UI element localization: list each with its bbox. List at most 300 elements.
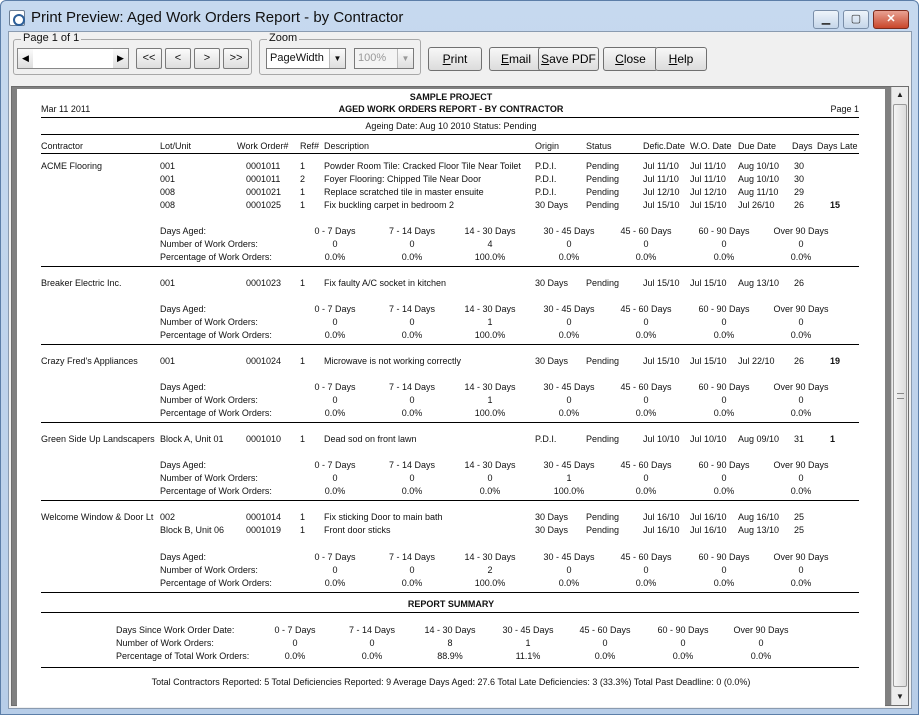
aging-count: 0	[643, 565, 649, 575]
zoom-mode-value: PageWidth	[270, 52, 324, 64]
aging-percent: 0.0%	[635, 408, 657, 418]
client-area	[8, 31, 912, 709]
aging-percent: 0.0%	[790, 330, 812, 340]
contractor-divider	[41, 592, 859, 593]
cell-desc: Powder Room Tile: Cracked Floor Tile Near Toilet	[324, 161, 521, 171]
cell-wo: 0001014	[246, 512, 282, 522]
aging-bucket: 14 - 30 Days	[464, 460, 516, 470]
cell-origin: 30 Days	[535, 356, 569, 366]
cell-late: 19	[830, 356, 841, 366]
cell-lot: 001	[160, 161, 176, 171]
column-header-work-order: Work Order#	[237, 141, 289, 151]
cell-defic: Jul 16/10	[643, 512, 680, 522]
summary-count: 0	[292, 638, 298, 648]
cell-origin: 30 Days	[535, 278, 569, 288]
aging-count: 2	[487, 565, 493, 575]
summary-bucket: 60 - 90 Days	[657, 625, 709, 635]
aging-bucket: Over 90 Days	[773, 304, 829, 314]
scroll-left-icon[interactable]: ◀	[18, 49, 33, 68]
app-icon	[9, 10, 25, 26]
cell-desc: Foyer Flooring: Chipped Tile Near Door	[324, 174, 482, 184]
days-aged-label: Days Aged:	[160, 552, 207, 562]
summary-percent: 0.0%	[594, 651, 616, 661]
cell-defic: Jul 15/10	[643, 278, 680, 288]
aging-percent: 0.0%	[324, 408, 346, 418]
cell-status: Pending	[586, 512, 620, 522]
page-scrollbar[interactable]	[17, 48, 129, 69]
save-pdf-button[interactable]: Save PDF	[538, 47, 599, 71]
cell-status: Pending	[586, 174, 620, 184]
aging-bucket: 60 - 90 Days	[698, 226, 750, 236]
chevron-down-icon[interactable]: ▼	[329, 49, 345, 68]
cell-due: Aug 13/10	[738, 278, 780, 288]
aging-percent: 0.0%	[558, 330, 580, 340]
aging-count: 0	[643, 395, 649, 405]
cell-defic: Jul 16/10	[643, 525, 680, 535]
summary-bucket: 30 - 45 Days	[502, 625, 554, 635]
summary-bucket: 45 - 60 Days	[579, 625, 631, 635]
aging-percent: 0.0%	[790, 408, 812, 418]
cell-wodate: Jul 10/10	[690, 434, 727, 444]
cell-ref: 1	[300, 512, 306, 522]
summary-count: 8	[447, 638, 453, 648]
cell-defic: Jul 12/10	[643, 187, 680, 197]
aging-count: 0	[643, 473, 649, 483]
count-label: Number of Work Orders:	[160, 473, 258, 483]
aging-percent: 0.0%	[479, 486, 501, 496]
cell-wodate: Jul 15/10	[690, 200, 727, 210]
contractor-name: ACME Flooring	[41, 161, 103, 171]
aging-percent: 0.0%	[401, 578, 423, 588]
cell-due: Jul 26/10	[738, 200, 775, 210]
aging-bucket: 45 - 60 Days	[620, 304, 672, 314]
summary-percent: 11.1%	[515, 651, 541, 661]
window-title: Print Preview: Aged Work Orders Report - by Contractor	[31, 9, 404, 26]
summary-bucket: 7 - 14 Days	[348, 625, 396, 635]
days-aged-label: Days Aged:	[160, 226, 207, 236]
aging-count: 1	[487, 395, 493, 405]
cell-days: 31	[794, 434, 805, 444]
aging-percent: 0.0%	[635, 486, 657, 496]
cell-desc: Replace scratched tile in master ensuite	[324, 187, 484, 197]
percent-label: Percentage of Work Orders:	[160, 408, 272, 418]
summary-bucket: 0 - 7 Days	[274, 625, 316, 635]
count-label: Number of Work Orders:	[160, 239, 258, 249]
divider	[41, 667, 859, 668]
page-number: Page 1	[830, 104, 859, 114]
aging-percent: 0.0%	[790, 252, 812, 262]
email-button[interactable]: Email	[489, 47, 543, 71]
percent-label: Percentage of Work Orders:	[160, 252, 272, 262]
cell-due: Aug 10/10	[738, 174, 780, 184]
zoom-mode-select[interactable]	[266, 48, 346, 69]
cell-wodate: Jul 16/10	[690, 525, 727, 535]
cell-ref: 1	[300, 434, 306, 444]
aging-percent: 100.0%	[474, 252, 506, 262]
close-button[interactable]: Close	[603, 47, 658, 71]
cell-wo: 0001024	[246, 356, 282, 366]
aging-bucket: 60 - 90 Days	[698, 552, 750, 562]
cell-late: 1	[830, 434, 836, 444]
summary-percent: 0.0%	[361, 651, 383, 661]
cell-origin: 30 Days	[535, 200, 569, 210]
cell-origin: 30 Days	[535, 512, 569, 522]
contractor-name: Welcome Window & Door Lt	[41, 512, 154, 522]
cell-wodate: Jul 15/10	[690, 356, 727, 366]
percent-label: Percentage of Work Orders:	[160, 578, 272, 588]
cell-due: Aug 13/10	[738, 525, 780, 535]
aging-bucket: 0 - 7 Days	[314, 304, 356, 314]
help-button[interactable]: Help	[655, 47, 707, 71]
cell-ref: 1	[300, 525, 306, 535]
divider	[41, 117, 859, 118]
aging-count: 0	[566, 317, 572, 327]
aging-percent: 0.0%	[790, 578, 812, 588]
cell-days: 30	[794, 174, 805, 184]
scroll-right-icon[interactable]: ▶	[113, 49, 128, 68]
days-aged-label: Days Aged:	[160, 304, 207, 314]
aging-bucket: 0 - 7 Days	[314, 460, 356, 470]
aging-count: 0	[332, 395, 338, 405]
aging-bucket: 7 - 14 Days	[388, 552, 436, 562]
cell-wodate: Jul 15/10	[690, 278, 727, 288]
cell-days: 26	[794, 200, 805, 210]
divider	[41, 134, 859, 135]
aging-count: 0	[798, 317, 804, 327]
aging-percent: 0.0%	[635, 252, 657, 262]
aging-count: 0	[721, 395, 727, 405]
last-page-button[interactable]: >>	[223, 48, 249, 69]
cell-lot: 002	[160, 512, 176, 522]
cell-wo: 0001023	[246, 278, 282, 288]
summary-percent: 0.0%	[750, 651, 772, 661]
aging-percent: 0.0%	[790, 486, 812, 496]
aging-bucket: 0 - 7 Days	[314, 226, 356, 236]
summary-percent: 88.9%	[437, 651, 463, 661]
aging-bucket: 30 - 45 Days	[543, 226, 595, 236]
cell-origin: P.D.I.	[535, 161, 557, 171]
aging-bucket: 7 - 14 Days	[388, 226, 436, 236]
maximize-button[interactable]: ▢	[843, 10, 869, 29]
column-header-defic-date: Defic.Date	[643, 141, 686, 151]
aging-bucket: 30 - 45 Days	[543, 460, 595, 470]
cell-defic: Jul 11/10	[643, 174, 679, 184]
aging-count: 0	[487, 473, 493, 483]
cell-origin: 30 Days	[535, 525, 569, 535]
days-aged-label: Days Aged:	[160, 460, 207, 470]
title-bar[interactable]	[1, 1, 918, 31]
scroll-up-icon[interactable]: ▲	[896, 90, 904, 99]
cell-defic: Jul 15/10	[643, 356, 680, 366]
column-header-origin: Origin	[535, 141, 560, 151]
cell-status: Pending	[586, 187, 620, 197]
cell-wo: 0001019	[246, 525, 282, 535]
summary-count: 0	[602, 638, 608, 648]
cell-due: Aug 11/10	[738, 187, 779, 197]
cell-lot: 008	[160, 187, 176, 197]
cell-late: 15	[830, 200, 841, 210]
aging-percent: 0.0%	[558, 578, 580, 588]
cell-wo: 0001011	[246, 174, 281, 184]
preview-viewport	[11, 86, 909, 706]
aging-percent: 0.0%	[713, 252, 735, 262]
column-header-ref: Ref#	[300, 141, 320, 151]
cell-origin: P.D.I.	[535, 174, 557, 184]
percent-label: Percentage of Work Orders:	[160, 330, 272, 340]
aging-bucket: Over 90 Days	[773, 552, 829, 562]
report-title: AGED WORK ORDERS REPORT - BY CONTRACTOR	[338, 104, 564, 114]
cell-ref: 1	[300, 356, 306, 366]
contractor-divider	[41, 266, 859, 267]
aging-count: 0	[721, 473, 727, 483]
cell-wo: 0001025	[246, 200, 282, 210]
zoom-group	[259, 32, 421, 75]
cell-due: Jul 22/10	[738, 356, 775, 366]
previous-page-button[interactable]: <	[165, 48, 191, 69]
cell-ref: 1	[300, 200, 306, 210]
aging-bucket: 45 - 60 Days	[620, 460, 672, 470]
chevron-down-icon: ▼	[397, 49, 413, 68]
aging-bucket: 14 - 30 Days	[464, 226, 516, 236]
summary-title: REPORT SUMMARY	[407, 599, 495, 609]
aging-count: 0	[643, 239, 649, 249]
aging-bucket: 7 - 14 Days	[388, 460, 436, 470]
cell-ref: 1	[300, 187, 306, 197]
vertical-scrollbar[interactable]	[891, 87, 908, 705]
cell-wo: 0001021	[246, 187, 282, 197]
aging-percent: 0.0%	[713, 486, 735, 496]
aging-bucket: 45 - 60 Days	[620, 226, 672, 236]
aging-count: 0	[566, 565, 572, 575]
cell-wodate: Jul 11/10	[690, 174, 726, 184]
cell-lot: 001	[160, 356, 176, 366]
cell-wo: 0001010	[246, 434, 282, 444]
aging-count: 0	[409, 473, 415, 483]
cell-defic: Jul 15/10	[643, 200, 680, 210]
aging-count: 0	[721, 239, 727, 249]
aging-bucket: 0 - 7 Days	[314, 382, 356, 392]
aging-count: 0	[409, 317, 415, 327]
contractor-divider	[41, 344, 859, 345]
print-button[interactable]: Print	[428, 47, 482, 71]
scroll-thumb[interactable]	[893, 104, 907, 687]
column-header-days-late: Days Late	[817, 141, 858, 151]
aging-count: 0	[409, 239, 415, 249]
aging-count: 0	[409, 395, 415, 405]
aging-count: 4	[487, 239, 493, 249]
cell-days: 25	[794, 512, 805, 522]
aging-bucket: 14 - 30 Days	[464, 552, 516, 562]
aging-count: 0	[566, 395, 572, 405]
percent-label: Percentage of Work Orders:	[160, 486, 272, 496]
cell-wodate: Jul 11/10	[690, 161, 726, 171]
aging-percent: 0.0%	[558, 408, 580, 418]
column-header-days: Days	[792, 141, 813, 151]
close-window-button[interactable]: ✕	[873, 10, 909, 29]
first-page-button[interactable]: <<	[136, 48, 162, 69]
summary-percent: 0.0%	[284, 651, 306, 661]
cell-origin: P.D.I.	[535, 187, 557, 197]
aging-count: 0	[721, 565, 727, 575]
summary-count: 0	[758, 638, 764, 648]
report-totals: Total Contractors Reported: 5 Total Deficiencies Reported: 9 Average Days Aged: 27.6 Total Late Deficiencies: 3 (33.3%) Total Past Deadline: 0 (0.0%)	[151, 677, 751, 687]
cell-ref: 1	[300, 278, 306, 288]
aging-count: 0	[643, 317, 649, 327]
aging-bucket: 0 - 7 Days	[314, 552, 356, 562]
report-date: Mar 11 2011	[41, 104, 91, 114]
cell-desc: Fix buckling carpet in bedroom 2	[324, 200, 455, 210]
divider	[41, 612, 859, 613]
cell-days: 29	[794, 187, 805, 197]
count-label: Number of Work Orders:	[160, 317, 258, 327]
aging-bucket: 60 - 90 Days	[698, 304, 750, 314]
aging-bucket: Over 90 Days	[773, 226, 829, 236]
summary-count: 1	[525, 638, 531, 648]
cell-lot: 008	[160, 200, 176, 210]
contractor-divider	[41, 500, 859, 501]
cell-status: Pending	[586, 278, 620, 288]
aging-count: 0	[332, 317, 338, 327]
zoom-percent-select	[354, 48, 414, 69]
cell-days: 26	[794, 278, 805, 288]
cell-status: Pending	[586, 161, 620, 171]
aging-percent: 0.0%	[401, 486, 423, 496]
minimize-button[interactable]: ▁	[813, 10, 839, 29]
aging-percent: 100.0%	[553, 486, 585, 496]
cell-lot: 001	[160, 278, 176, 288]
summary-count: 0	[680, 638, 686, 648]
cell-due: Aug 09/10	[738, 434, 780, 444]
summary-percent-label: Percentage of Total Work Orders:	[116, 651, 250, 661]
aging-percent: 0.0%	[324, 330, 346, 340]
cell-desc: Front door sticks	[324, 525, 391, 535]
count-label: Number of Work Orders:	[160, 395, 258, 405]
column-header-lot-unit: Lot/Unit	[160, 141, 192, 151]
aging-percent: 0.0%	[401, 330, 423, 340]
aging-bucket: 45 - 60 Days	[620, 382, 672, 392]
aging-count: 0	[798, 395, 804, 405]
cell-ref: 1	[300, 161, 306, 171]
summary-days-label: Days Since Work Order Date:	[116, 625, 235, 635]
zoom-label: Zoom	[269, 32, 298, 44]
cell-desc: Fix faulty A/C socket in kitchen	[324, 278, 447, 288]
aging-count: 1	[566, 473, 572, 483]
aging-bucket: 7 - 14 Days	[388, 304, 436, 314]
aging-percent: 0.0%	[713, 408, 735, 418]
aging-count: 0	[798, 239, 804, 249]
contractor-name: Green Side Up Landscapers	[41, 434, 155, 444]
summary-percent: 0.0%	[672, 651, 694, 661]
aging-count: 0	[798, 473, 804, 483]
next-page-button[interactable]: >	[194, 48, 220, 69]
aging-percent: 0.0%	[635, 578, 657, 588]
cell-status: Pending	[586, 356, 620, 366]
aging-percent: 0.0%	[324, 578, 346, 588]
count-label: Number of Work Orders:	[160, 565, 258, 575]
cell-desc: Fix sticking Door to main bath	[324, 512, 443, 522]
cell-defic: Jul 10/10	[643, 434, 680, 444]
column-header-wo-date: W.O. Date	[690, 141, 732, 151]
aging-bucket: 60 - 90 Days	[698, 460, 750, 470]
aging-count: 0	[332, 473, 338, 483]
cell-ref: 2	[300, 174, 306, 184]
scroll-down-icon[interactable]: ▼	[896, 692, 904, 701]
cell-lot: Block A, Unit 01	[160, 434, 224, 444]
column-header-contractor: Contractor	[41, 141, 84, 151]
aging-percent: 0.0%	[713, 330, 735, 340]
aging-count: 0	[332, 565, 338, 575]
aging-percent: 0.0%	[324, 252, 346, 262]
aging-bucket: 30 - 45 Days	[543, 304, 595, 314]
days-aged-label: Days Aged:	[160, 382, 207, 392]
aging-percent: 0.0%	[401, 252, 423, 262]
cell-desc: Microwave is not working correctly	[324, 356, 462, 366]
column-header-description: Description	[324, 141, 370, 151]
aging-bucket: 14 - 30 Days	[464, 382, 516, 392]
aging-count: 0	[721, 317, 727, 327]
column-header-status: Status	[586, 141, 612, 151]
cell-wodate: Jul 12/10	[690, 187, 727, 197]
divider	[41, 153, 859, 154]
cell-due: Aug 16/10	[738, 512, 780, 522]
summary-bucket: Over 90 Days	[733, 625, 789, 635]
aging-count: 1	[487, 317, 493, 327]
cell-days: 26	[794, 356, 805, 366]
aging-bucket: 30 - 45 Days	[543, 552, 595, 562]
column-header-due-date: Due Date	[738, 141, 777, 151]
cell-defic: Jul 11/10	[643, 161, 679, 171]
aging-percent: 100.0%	[474, 330, 506, 340]
ageing-subtitle: Ageing Date: Aug 10 2010 Status: Pending	[365, 121, 537, 131]
cell-desc: Dead sod on front lawn	[324, 434, 417, 444]
zoom-percent-value: 100%	[358, 52, 387, 64]
page-indicator: Page 1 of 1	[23, 32, 80, 44]
aging-percent: 100.0%	[474, 578, 506, 588]
aging-bucket: 30 - 45 Days	[543, 382, 595, 392]
summary-count-label: Number of Work Orders:	[116, 638, 214, 648]
aging-percent: 0.0%	[558, 252, 580, 262]
page-navigation-group	[13, 32, 252, 75]
aging-percent: 0.0%	[713, 578, 735, 588]
aging-bucket: 14 - 30 Days	[464, 304, 516, 314]
contractor-name: Breaker Electric Inc.	[41, 278, 122, 288]
contractor-divider	[41, 422, 859, 423]
cell-days: 30	[794, 161, 805, 171]
cell-wodate: Jul 16/10	[690, 512, 727, 522]
cell-due: Aug 10/10	[738, 161, 780, 171]
aging-bucket: Over 90 Days	[773, 382, 829, 392]
project-name: SAMPLE PROJECT	[409, 92, 493, 102]
cell-origin: P.D.I.	[535, 434, 557, 444]
aging-bucket: 60 - 90 Days	[698, 382, 750, 392]
report-page	[17, 89, 885, 707]
cell-status: Pending	[586, 434, 620, 444]
aging-percent: 100.0%	[474, 408, 506, 418]
summary-bucket: 14 - 30 Days	[424, 625, 476, 635]
aging-percent: 0.0%	[635, 330, 657, 340]
aging-bucket: 45 - 60 Days	[620, 552, 672, 562]
aging-bucket: Over 90 Days	[773, 460, 829, 470]
aging-bucket: 7 - 14 Days	[388, 382, 436, 392]
aging-count: 0	[409, 565, 415, 575]
cell-lot: Block B, Unit 06	[160, 525, 225, 535]
summary-count: 0	[369, 638, 375, 648]
aging-count: 0	[566, 239, 572, 249]
aging-percent: 0.0%	[324, 486, 346, 496]
cell-status: Pending	[586, 525, 620, 535]
cell-wo: 0001011	[246, 161, 281, 171]
aging-percent: 0.0%	[401, 408, 423, 418]
